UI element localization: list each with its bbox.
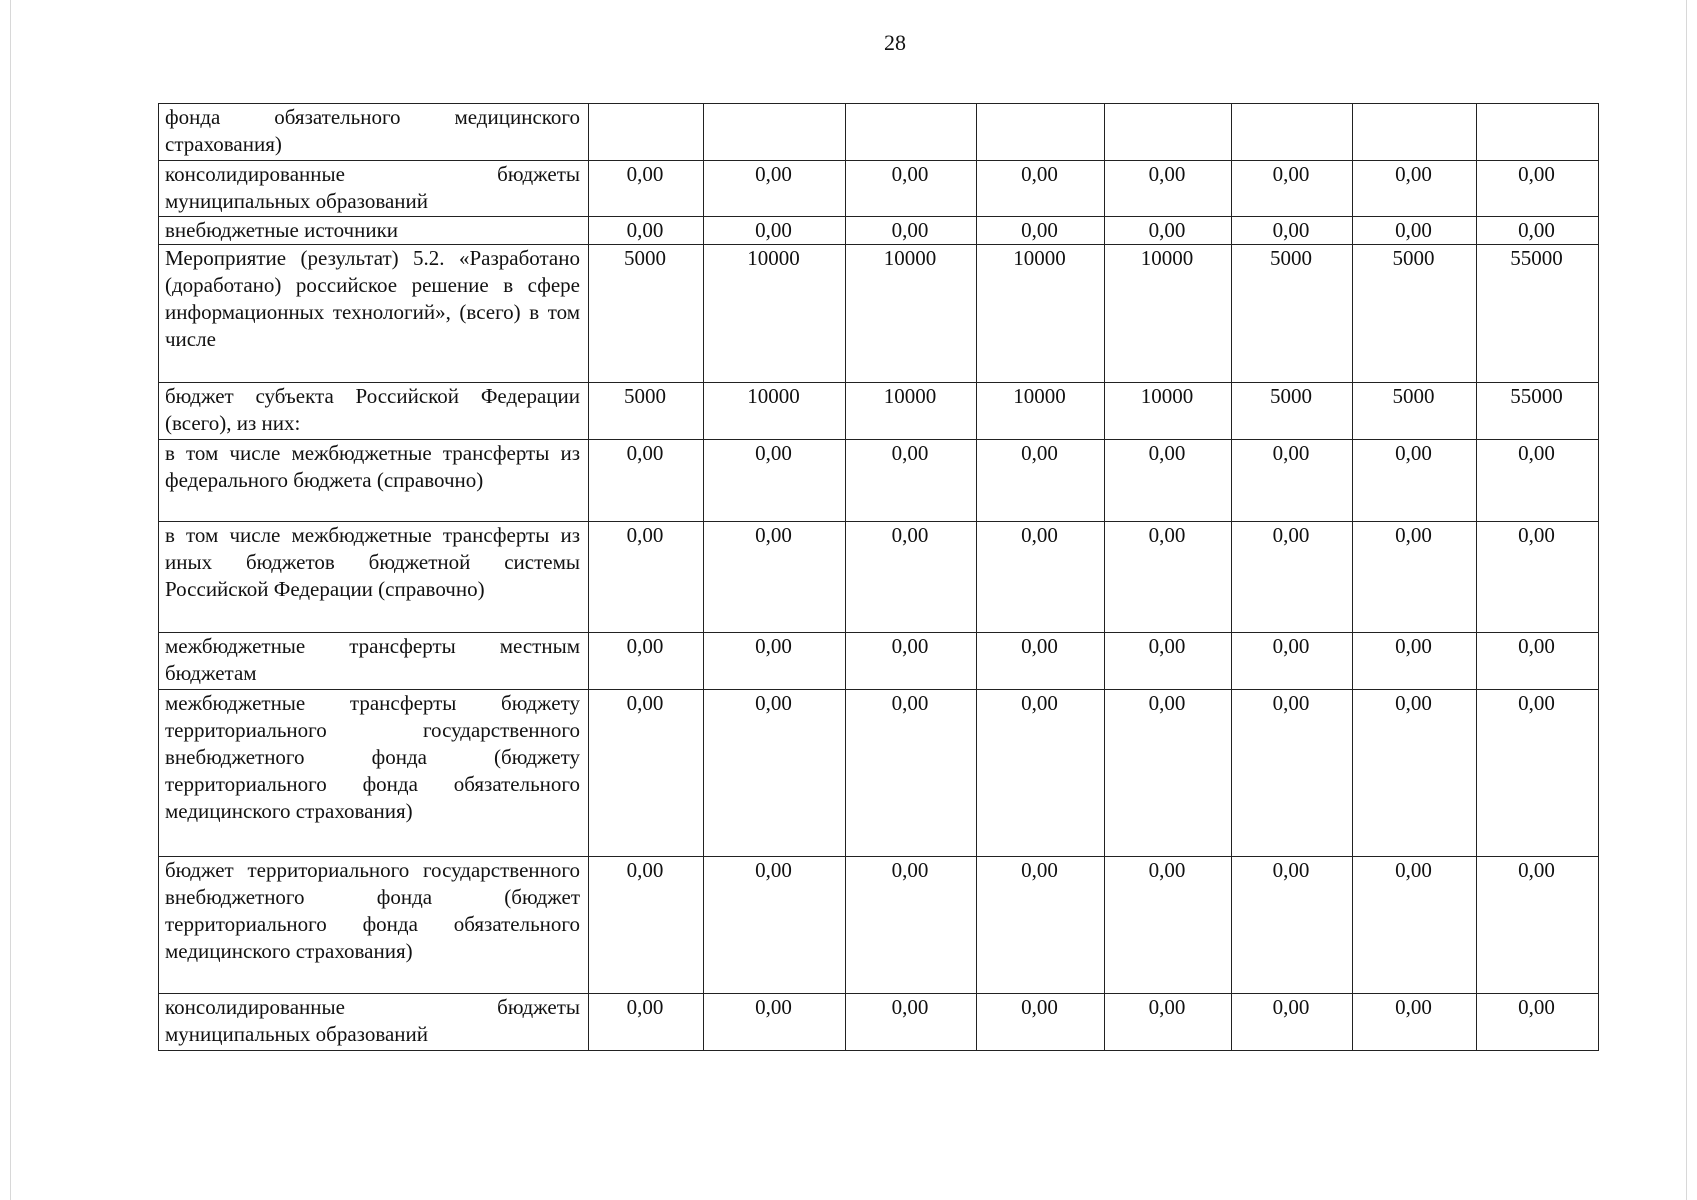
value-cell: [977, 104, 1105, 161]
value-cell: 0,00: [1105, 522, 1232, 633]
row-label: в том числе межбюджетные трансферты из иных бюджетов бюджетной системы Российской Федерации (справочно): [159, 522, 589, 633]
budget-table-body: [159, 104, 1599, 1051]
value-cell: [704, 104, 846, 161]
value-cell: 10000: [846, 383, 977, 440]
row-label: бюджет территориального государственного внебюджетного фонда (бюджет территориального фонда обязательного медицинского страхования): [159, 857, 589, 994]
table-row: [159, 245, 1599, 383]
row-label: Мероприятие (результат) 5.2. «Разработано (доработано) российское решение в сфере информационных технологий», (всего) в том числе: [159, 245, 589, 383]
value-cell: 0,00: [1232, 440, 1353, 522]
value-cell: 0,00: [846, 994, 977, 1051]
value-cell: 10000: [977, 245, 1105, 383]
value-cell: 0,00: [977, 522, 1105, 633]
value-cell: 0,00: [704, 522, 846, 633]
value-cell: 0,00: [1232, 857, 1353, 994]
value-cell: 0,00: [977, 994, 1105, 1051]
value-cell: 0,00: [1477, 522, 1599, 633]
value-cell: 0,00: [589, 857, 704, 994]
row-label: внебюджетные источники: [159, 217, 589, 245]
value-cell: 0,00: [1232, 994, 1353, 1051]
value-cell: 0,00: [1477, 217, 1599, 245]
value-cell: 0,00: [1477, 161, 1599, 217]
value-cell: 5000: [1232, 245, 1353, 383]
table-row: [159, 440, 1599, 522]
value-cell: 0,00: [846, 522, 977, 633]
row-label: консолидированные бюджеты муниципальных образований: [159, 994, 589, 1051]
value-cell: 0,00: [1232, 633, 1353, 690]
value-cell: 0,00: [1353, 994, 1477, 1051]
value-cell: 0,00: [977, 440, 1105, 522]
value-cell: [1477, 104, 1599, 161]
value-cell: 55000: [1477, 383, 1599, 440]
value-cell: 0,00: [704, 161, 846, 217]
value-cell: 0,00: [704, 690, 846, 857]
value-cell: 0,00: [1105, 161, 1232, 217]
row-label: бюджет субъекта Российской Федерации (всего), из них:: [159, 383, 589, 440]
value-cell: 0,00: [1353, 633, 1477, 690]
table-row: [159, 857, 1599, 994]
value-cell: 10000: [704, 383, 846, 440]
value-cell: 0,00: [589, 217, 704, 245]
value-cell: 0,00: [1232, 161, 1353, 217]
value-cell: 0,00: [704, 217, 846, 245]
value-cell: 0,00: [589, 522, 704, 633]
value-cell: [1232, 104, 1353, 161]
value-cell: 5000: [589, 245, 704, 383]
value-cell: 0,00: [1105, 440, 1232, 522]
value-cell: 0,00: [977, 161, 1105, 217]
value-cell: 0,00: [1105, 994, 1232, 1051]
value-cell: 0,00: [1232, 217, 1353, 245]
table-row: [159, 217, 1599, 245]
value-cell: 0,00: [1353, 161, 1477, 217]
value-cell: 0,00: [1232, 690, 1353, 857]
value-cell: 0,00: [1353, 217, 1477, 245]
table-row: [159, 633, 1599, 690]
table-row: [159, 994, 1599, 1051]
value-cell: 0,00: [704, 994, 846, 1051]
scan-edge-right: [1686, 0, 1687, 1200]
table-row: [159, 522, 1599, 633]
value-cell: [589, 104, 704, 161]
table-row: [159, 383, 1599, 440]
table-row: [159, 104, 1599, 161]
value-cell: 0,00: [1477, 633, 1599, 690]
page-number: 28: [884, 30, 906, 55]
value-cell: 10000: [1105, 245, 1232, 383]
value-cell: 10000: [846, 245, 977, 383]
value-cell: 0,00: [846, 857, 977, 994]
value-cell: 0,00: [846, 690, 977, 857]
value-cell: 5000: [1232, 383, 1353, 440]
value-cell: 0,00: [1353, 690, 1477, 857]
value-cell: 0,00: [589, 994, 704, 1051]
value-cell: 0,00: [589, 690, 704, 857]
value-cell: 0,00: [1105, 217, 1232, 245]
value-cell: 0,00: [589, 633, 704, 690]
value-cell: 5000: [589, 383, 704, 440]
value-cell: 0,00: [1353, 857, 1477, 994]
value-cell: 0,00: [977, 690, 1105, 857]
value-cell: 0,00: [1105, 633, 1232, 690]
value-cell: 0,00: [846, 440, 977, 522]
value-cell: 10000: [704, 245, 846, 383]
value-cell: 0,00: [589, 161, 704, 217]
value-cell: 0,00: [1477, 857, 1599, 994]
value-cell: 0,00: [1353, 440, 1477, 522]
value-cell: 0,00: [977, 633, 1105, 690]
value-cell: 10000: [1105, 383, 1232, 440]
table-row: [159, 690, 1599, 857]
row-label: консолидированные бюджеты муниципальных образований: [159, 161, 589, 217]
table-row: [159, 161, 1599, 217]
value-cell: 0,00: [1477, 690, 1599, 857]
row-label: фонда обязательного медицинского страхования): [159, 104, 589, 161]
value-cell: 0,00: [977, 217, 1105, 245]
value-cell: [1105, 104, 1232, 161]
value-cell: 0,00: [846, 217, 977, 245]
row-label: межбюджетные трансферты бюджету территориального государственного внебюджетного фонда (бюджету территориального фонда обязательного медицинского страхования): [159, 690, 589, 857]
value-cell: [1353, 104, 1477, 161]
value-cell: 0,00: [977, 857, 1105, 994]
value-cell: 5000: [1353, 245, 1477, 383]
value-cell: 0,00: [1477, 440, 1599, 522]
value-cell: 0,00: [1232, 522, 1353, 633]
value-cell: 55000: [1477, 245, 1599, 383]
budget-table: [158, 103, 1599, 1051]
row-label: в том числе межбюджетные трансферты из федерального бюджета (справочно): [159, 440, 589, 522]
scan-edge-left: [10, 0, 11, 1200]
value-cell: 0,00: [704, 633, 846, 690]
value-cell: 0,00: [846, 633, 977, 690]
value-cell: 5000: [1353, 383, 1477, 440]
value-cell: 0,00: [1353, 522, 1477, 633]
row-label: межбюджетные трансферты местным бюджетам: [159, 633, 589, 690]
value-cell: 0,00: [704, 440, 846, 522]
value-cell: 10000: [977, 383, 1105, 440]
value-cell: [846, 104, 977, 161]
value-cell: 0,00: [589, 440, 704, 522]
value-cell: 0,00: [1105, 857, 1232, 994]
value-cell: 0,00: [704, 857, 846, 994]
value-cell: 0,00: [1477, 994, 1599, 1051]
value-cell: 0,00: [1105, 690, 1232, 857]
value-cell: 0,00: [846, 161, 977, 217]
